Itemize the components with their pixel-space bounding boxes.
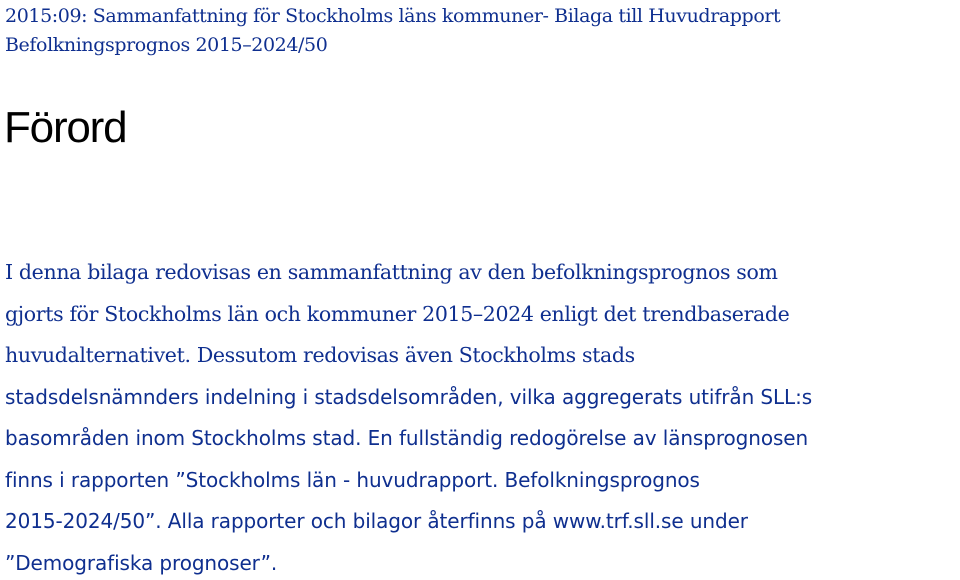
running-header xyxy=(5,2,780,60)
paragraph-line: stadsdelsnämnders indelning i stadsdelsområden, vilka aggregerats utifrån SLL:s xyxy=(5,384,813,409)
paragraph-line: finns i rapporten ”Stockholms län - huvudrapport. Befolkningsprognos xyxy=(5,467,700,492)
foreword-paragraph xyxy=(5,252,960,580)
paragraph-line: gjorts för Stockholms län och kommuner 2015–2024 enligt det trendbaserade xyxy=(5,301,790,326)
paragraph-line: ”Demografiska prognoser”. xyxy=(5,550,278,575)
header-line-2: Befolkningsprognos 2015–2024/50 xyxy=(5,34,328,56)
page-title: Förord xyxy=(4,103,127,152)
paragraph-line: I denna bilaga redovisas en sammanfattning av den befolkningsprognos som xyxy=(5,260,778,284)
header-line-1: 2015:09: Sammanfattning för Stockholms läns kommuner- Bilaga till Huvudrapport xyxy=(5,5,781,27)
paragraph-line: basområden inom Stockholms stad. En fullständig redogörelse av länsprognosen xyxy=(5,426,809,450)
paragraph-line: huvudalternativet. Dessutom redovisas även Stockholms stads xyxy=(5,343,635,367)
paragraph-line: 2015-2024/50”. Alla rapporter och bilagor återfinns på www.trf.sll.se under xyxy=(5,509,748,533)
